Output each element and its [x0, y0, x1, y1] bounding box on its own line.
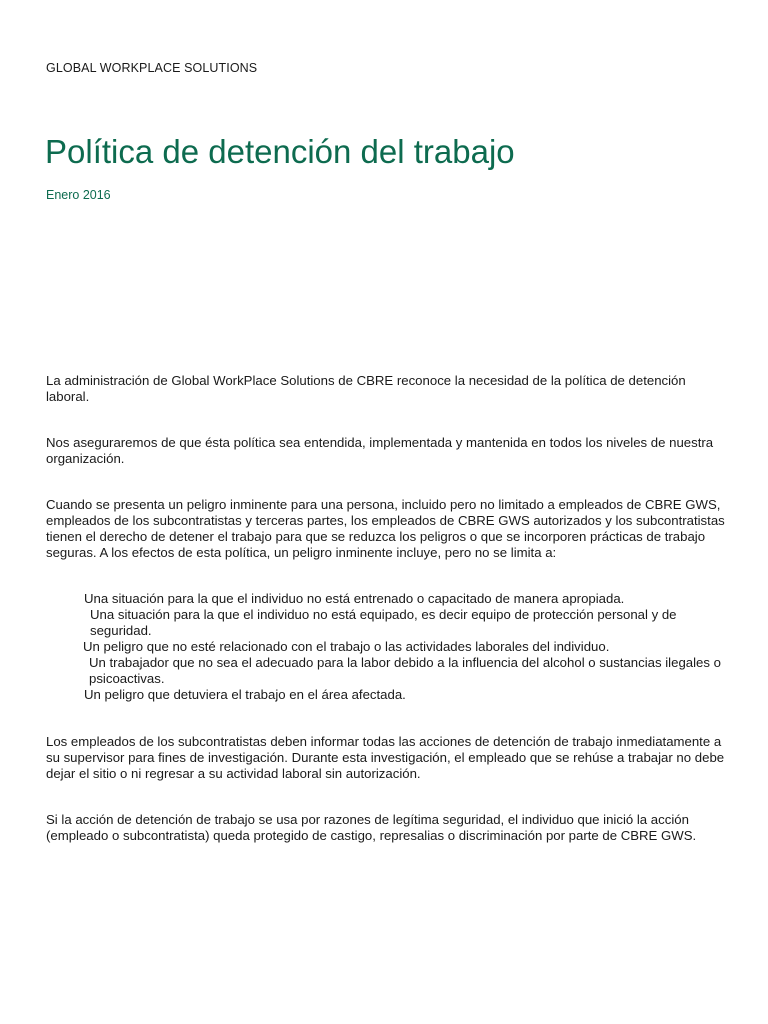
paragraph-commitment: Nos aseguraremos de que ésta política sea entendida, implementada y mantenida en todos los niveles de nuestra organización. [46, 435, 714, 466]
list-item: Una situación para la que el individuo no está equipado, es decir equipo de protección personal y de seguridad. [90, 607, 677, 638]
list-item: Un peligro que detuviera el trabajo en el área afectada. [84, 687, 406, 702]
paragraph-protection: Si la acción de detención de trabajo se usa por razones de legítima seguridad, el individuo que inició la acción (empleado o subcontratista) queda protegido de castigo, represalias o discriminación por parte de CBRE GWS. [46, 812, 697, 843]
document-body [46, 373, 726, 844]
document-title: Política de detención del trabajo [45, 133, 515, 170]
list-item: Un peligro que no esté relacionado con el trabajo o las actividades laborales del individuo. [83, 639, 610, 654]
list-item: Un trabajador que no sea el adecuado para la labor debido a la influencia del alcohol o sustancias ilegales o psicoactivas. [89, 655, 721, 686]
company-name: GLOBAL WORKPLACE SOLUTIONS [46, 61, 258, 75]
list-item: Una situación para la que el individuo no está entrenado o capacitado de manera apropiada. [84, 591, 625, 606]
paragraph-reporting: Los empleados de los subcontratistas deben informar todas las acciones de detención de trabajo inmediatamente a su supervisor para fines de investigación. Durante esta investigación, el empleado que se rehúse a trabajar no debe dejar el sitio o ni regresar a su actividad laboral sin autorización. [46, 734, 725, 781]
document-date: Enero 2016 [46, 188, 111, 202]
paragraph-intro: La administración de Global WorkPlace Solutions de CBRE reconoce la necesidad de la política de detención laboral. [46, 373, 686, 404]
paragraph-imminent-danger: Cuando se presenta un peligro inminente para una persona, incluido pero no limitado a empleados de CBRE GWS, empleados de los subcontratistas y terceras partes, los empleados de CBRE GWS autorizados y los subcontratistas tienen el derecho de detener el trabajo para que se reduzca los peligros o que se incorporen prácticas de trabajo seguras. A los efectos de esta política, un peligro inminente incluye, pero no se limita a: [46, 497, 725, 560]
imminent-danger-list [46, 591, 726, 703]
